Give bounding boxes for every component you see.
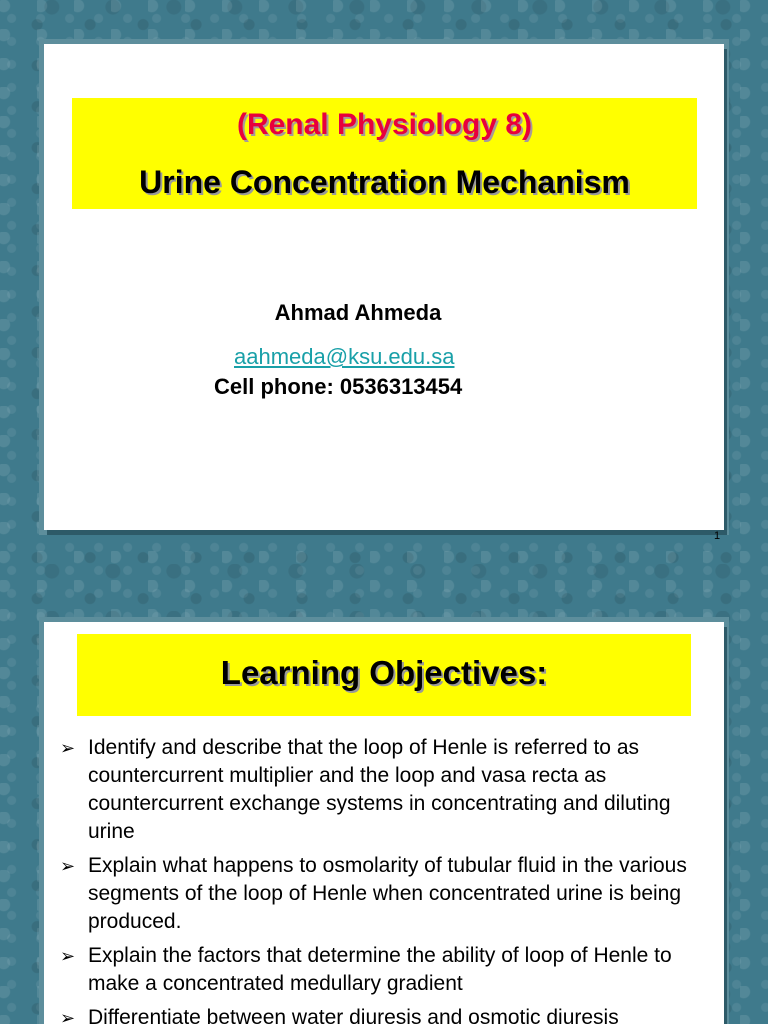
arrow-bullet-icon: ➢ xyxy=(60,856,76,876)
objective-text: Explain what happens to osmolarity of tubular fluid in the various segments of the loop of Henle when concentrated urine is being produced. xyxy=(88,854,687,933)
title-banner xyxy=(72,98,697,209)
objective-text: Differentiate between water diuresis and osmotic diuresis xyxy=(88,1006,619,1024)
lecture-number-title: (Renal Physiology 8) xyxy=(236,108,533,141)
slide-number: 1 xyxy=(714,530,721,542)
lecture-title: Urine Concentration Mechanism xyxy=(139,164,630,200)
author-name: Ahmad Ahmeda xyxy=(274,300,442,325)
arrow-bullet-icon: ➢ xyxy=(60,946,76,966)
email-link[interactable]: aahmeda@ksu.edu.sa xyxy=(234,344,455,369)
objective-text: Explain the factors that determine the ability of loop of Henle to make a concentrated medullary gradient xyxy=(88,944,672,995)
arrow-bullet-icon: ➢ xyxy=(60,738,76,758)
objectives-list xyxy=(60,734,710,1024)
objectives-slide xyxy=(44,622,724,1024)
list-item xyxy=(60,852,710,936)
objectives-title: Learning Objectives: xyxy=(220,654,548,691)
list-item xyxy=(60,942,710,998)
arrow-bullet-icon: ➢ xyxy=(60,1008,76,1024)
objectives-banner xyxy=(77,634,691,716)
objective-text: Identify and describe that the loop of Henle is referred to as countercurrent multiplier and the loop and vasa recta as countercurrent exchange systems in concentrating and diluting urine xyxy=(88,736,671,843)
title-slide xyxy=(44,44,724,530)
list-item xyxy=(60,1004,710,1024)
phone-number: Cell phone: 0536313454 xyxy=(214,374,463,399)
list-item xyxy=(60,734,710,846)
